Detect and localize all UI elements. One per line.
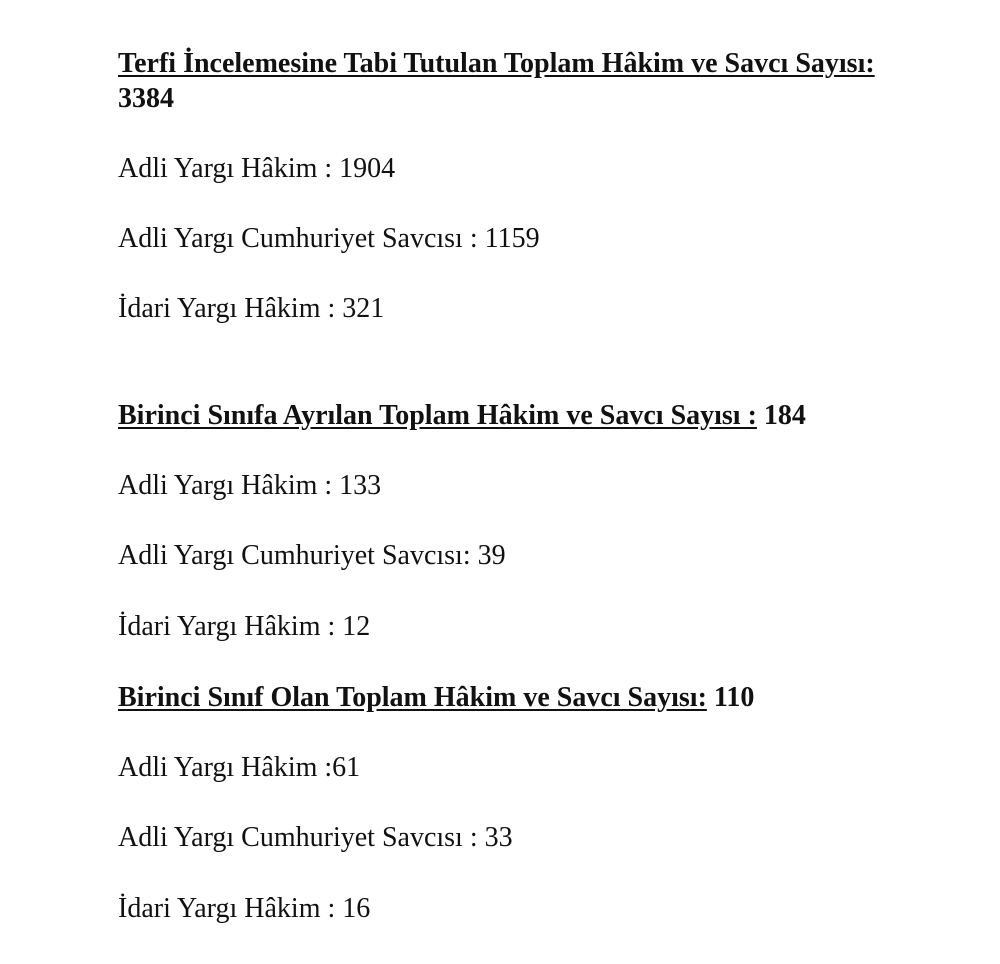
- stat-line: İdari Yargı Hâkim : 16: [118, 893, 371, 924]
- stat-line: Adli Yargı Hâkim : 1904: [118, 153, 396, 184]
- heading-total: 3384: [118, 83, 174, 114]
- stat-line: İdari Yargı Hâkim : 12: [118, 611, 371, 642]
- heading-label: Birinci Sınıfa Ayrılan Toplam Hâkim ve Savcı Sayısı :: [118, 400, 757, 431]
- stat-line: Adli Yargı Cumhuriyet Savcısı : 33: [118, 822, 513, 853]
- stat-line: Adli Yargı Hâkim : 133: [118, 470, 382, 501]
- stat-line: İdari Yargı Hâkim : 321: [118, 293, 385, 324]
- section-heading-promotion-review: [118, 46, 878, 116]
- section-heading-first-class-assigned: [118, 398, 918, 433]
- stat-line: Adli Yargı Hâkim :61: [118, 752, 361, 783]
- heading-label: Terfi İncelemesine Tabi Tutulan Toplam Hâkim ve Savcı Sayısı:: [118, 48, 875, 79]
- heading-label: Birinci Sınıf Olan Toplam Hâkim ve Savcı Sayısı:: [118, 682, 707, 713]
- heading-total: 110: [713, 682, 755, 713]
- heading-total: 184: [763, 400, 806, 431]
- stat-line: Adli Yargı Cumhuriyet Savcısı : 1159: [118, 223, 540, 254]
- section-heading-first-class-total: [118, 680, 918, 715]
- stat-line: Adli Yargı Cumhuriyet Savcısı: 39: [118, 540, 506, 571]
